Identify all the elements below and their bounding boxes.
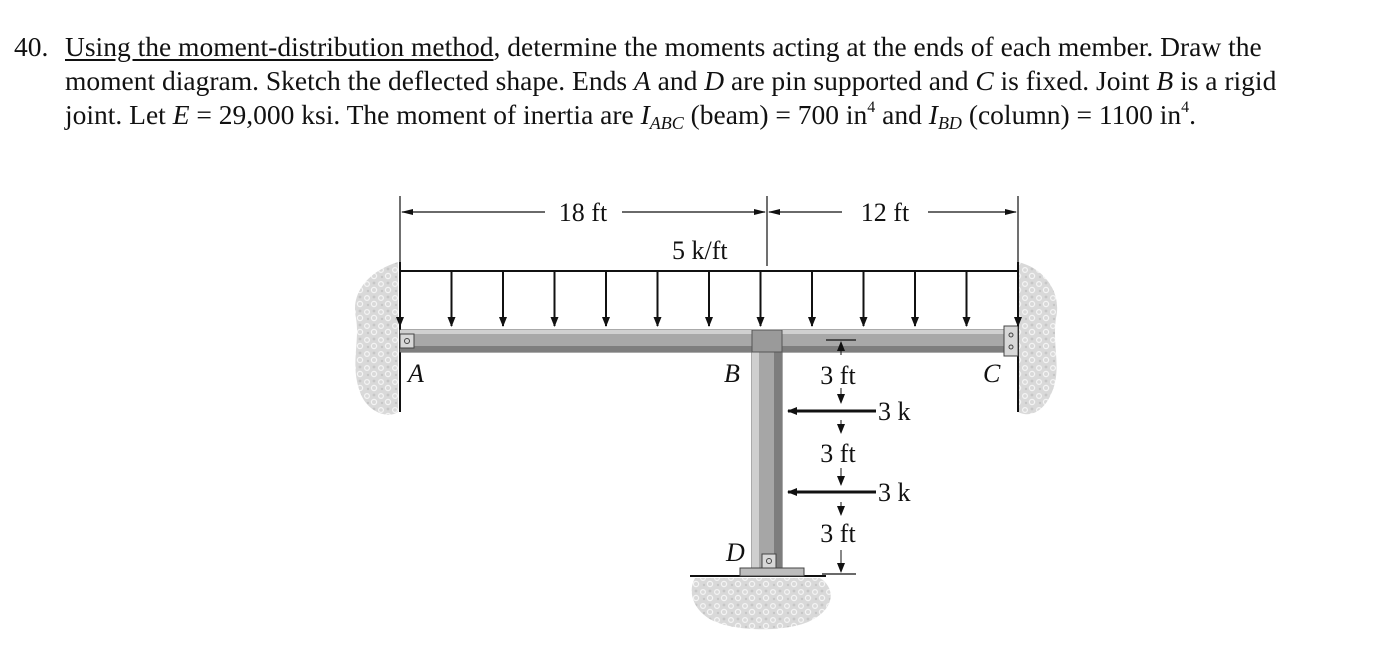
line1-text: , determine the moments acting at the ends of each member. Draw the <box>493 31 1262 62</box>
label-B: B <box>724 359 740 388</box>
force-label-1: 3 k <box>878 397 911 426</box>
symbol-C: C <box>975 65 994 96</box>
line2-text-2: and <box>650 65 705 96</box>
right-support-wall <box>1018 262 1057 414</box>
line2-text-5: is a rigid <box>1173 65 1277 96</box>
column-BD <box>752 330 782 570</box>
line3-text-4: and <box>875 99 929 130</box>
line3-text-3: (beam) = 700 in <box>683 99 868 130</box>
symbol-E: E <box>172 99 190 130</box>
line3-text-2: = 29,000 ksi. The moment of inertia are <box>189 99 641 130</box>
symbol-A: A <box>633 65 651 96</box>
superscript-4a: 4 <box>867 99 876 116</box>
dimension-AB: 18 ft <box>558 198 608 227</box>
line2-text-1: moment diagram. Sketch the deflected shape. Ends <box>65 65 634 96</box>
pin-plate-A <box>400 334 414 348</box>
label-A: A <box>408 359 424 388</box>
label-C: C <box>983 359 1001 388</box>
symbol-D: D <box>704 65 725 96</box>
subscript-BD: BD <box>937 113 962 133</box>
beam-ABC <box>400 330 1018 352</box>
spacing-3: 3 ft <box>820 519 856 548</box>
label-D: D <box>726 538 745 567</box>
fixed-plate-C <box>1004 326 1018 356</box>
distributed-load <box>400 271 1018 326</box>
symbol-I-column: I <box>928 99 938 130</box>
superscript-4b: 4 <box>1181 99 1190 116</box>
ground-support-D <box>690 576 831 629</box>
method-name: Using the moment-distribution method <box>65 31 494 62</box>
line3-text-6: . <box>1189 99 1196 130</box>
spacing-1: 3 ft <box>820 361 856 390</box>
force-label-2: 3 k <box>878 478 911 507</box>
load-label: 5 k/ft <box>672 236 728 265</box>
dimension-BC: 12 ft <box>860 198 910 227</box>
symbol-B: B <box>1156 65 1174 96</box>
symbol-I-beam: I <box>640 99 650 130</box>
spacing-2: 3 ft <box>820 439 856 468</box>
subscript-ABC: ABC <box>649 113 684 133</box>
line3-text-1: joint. Let <box>65 99 173 130</box>
left-support-wall <box>355 262 400 415</box>
pin-base-D <box>740 554 804 576</box>
line3-text-5: (column) = 1100 in <box>961 99 1182 130</box>
line2-text-4: is fixed. Joint <box>993 65 1157 96</box>
problem-number: 40. <box>14 31 49 62</box>
line2-text-3: are pin supported and <box>724 65 976 96</box>
